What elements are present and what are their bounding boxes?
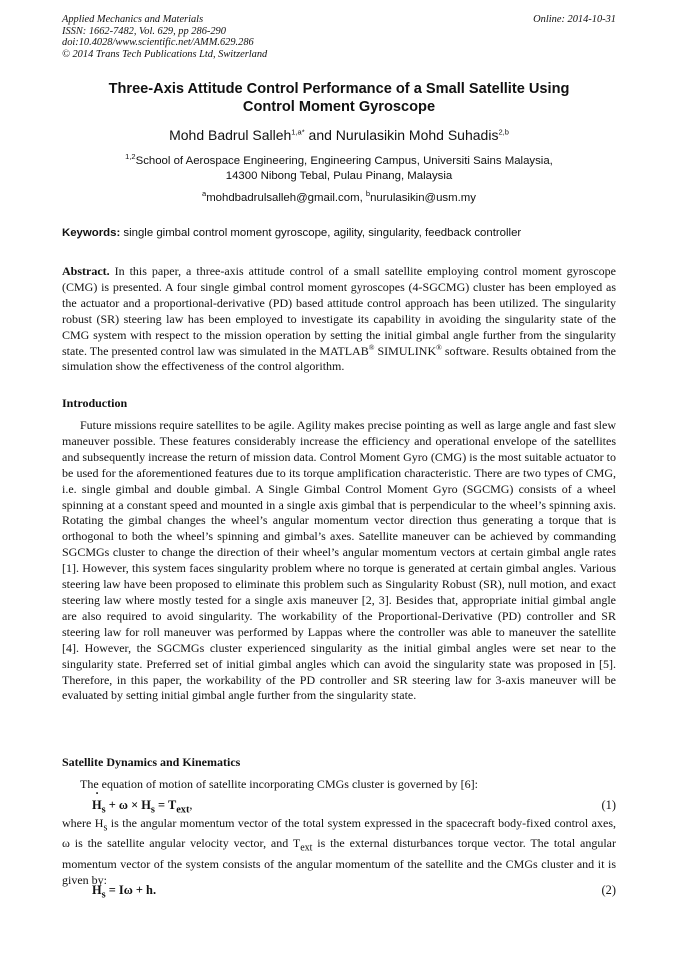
online-date: Online: 2014-10-31 bbox=[533, 14, 616, 25]
eq1-sub-s: s bbox=[101, 804, 106, 816]
abstract-text-3: software. Results obtained from the simulation show the effectiveness of the control algorithm. bbox=[62, 343, 616, 374]
eq2-number: (2) bbox=[601, 883, 616, 897]
affiliation-line-2: 14300 Nibong Tebal, Pulau Pinang, Malaysia bbox=[225, 170, 453, 182]
author-2: Nurulasikin Mohd Suhadis bbox=[335, 127, 499, 143]
abstract-text-2: SIMULINK bbox=[374, 343, 437, 358]
registered-mark-1: ® bbox=[368, 342, 375, 352]
dynamics-sub-ext: ext bbox=[300, 842, 313, 854]
eq1-part-2: = T bbox=[154, 798, 177, 812]
dynamics-text-1: where H bbox=[62, 816, 104, 830]
doi-line: doi:10.4028/www.scientific.net/AMM.629.286 bbox=[62, 37, 254, 49]
abstract-label: Abstract. bbox=[62, 264, 110, 278]
dynamics-text bbox=[62, 816, 616, 888]
abstract-text-1: In this paper, a three-axis attitude control of a small satellite employing control moment gyroscope (CMG) is presented. A four single gimbal control moment gyroscopes (4-SGCMG) cluster has been employed as the actuator and a proportional-derivative (PD) based attitude control approach has been utilized. The singularity robust (SR) steering law has been employed to investigate its capability in avoiding the singularity state of the CMG system with respect to the mission operation by setting the initial gimbal angle further from the singularity state. The presented control law was simulated in the MATLAB bbox=[62, 264, 616, 358]
eq1-end: , bbox=[189, 798, 193, 812]
dynamics-sub-s: s bbox=[103, 822, 108, 834]
author-1: Mohd Badrul Salleh bbox=[169, 127, 292, 143]
dynamics-text-2: is the angular momentum vector of the total system expressed in the spacecraft body-fixed control axes, ω is the satellite angular velocity vector, and T bbox=[62, 816, 617, 851]
keywords-text: single gimbal control moment gyroscope, agility, singularity, feedback controller bbox=[120, 227, 522, 239]
eq1-sub-ext: ext bbox=[176, 804, 190, 816]
registered-mark-2: ® bbox=[436, 342, 442, 352]
dynamics-intro: The equation of motion of satellite incorporating CMGs cluster is governed by [6]: bbox=[80, 777, 478, 791]
eq2-sub-s: s bbox=[101, 889, 106, 901]
author-list bbox=[62, 127, 616, 143]
affiliation-marker: 1,2 bbox=[125, 152, 136, 162]
copyright-line: © 2014 Trans Tech Publications Ltd, Switzerland bbox=[62, 48, 268, 60]
author-1-marker: 1,a* bbox=[291, 127, 305, 137]
keywords bbox=[62, 227, 616, 239]
title-line-1: Three-Axis Attitude Control Performance of a Small Satellite Using bbox=[108, 81, 570, 97]
email-b-marker: b bbox=[365, 189, 371, 199]
introduction-heading: Introduction bbox=[62, 396, 128, 410]
email-b-link[interactable]: nurulasikin@usm.my bbox=[370, 192, 476, 204]
eq1-number: (1) bbox=[601, 798, 616, 812]
affiliation-line-1: School of Aerospace Engineering, Engineering Campus, Universiti Sains Malaysia, bbox=[135, 155, 553, 167]
eq2-rest: = Iω + h. bbox=[105, 883, 157, 897]
email-a-marker: a bbox=[202, 189, 207, 199]
eq2-h: H bbox=[92, 883, 102, 897]
email-a-link[interactable]: mohdbadrulsalleh@gmail.com, bbox=[206, 192, 366, 204]
keywords-label: Keywords: bbox=[62, 227, 121, 239]
title-line-2: Control Moment Gyroscope bbox=[242, 99, 436, 115]
eq1-sub-s-2: s bbox=[150, 804, 155, 816]
journal-header bbox=[62, 14, 616, 60]
introduction-text: Future missions require satellites to be agile. Agility makes precise pointing as well as large angle and fast slew maneuver possible. These features considerably increase the efficiency and operational envelope of the satellites and subsequently increase the return of mission data. Control Moment Gyro (CMG) is the most suitable actuator to be used for the aforementioned features due to its torque amplification characteristic. There are two types of CMG, i.e. single gimbal and double gimbal. A Single Gimbal Control Moment Gyro (SGCMG) consists of a wheel spinning at a constant speed and mounted in a single axis gimbal that is perpendicular to the wheel’s spinning axis. Rotating the gimbal changes the wheel’s angular momentum vector direction thus generating a torque that is orthogonal to both the wheel’s spinning and gimbal’s axes. Satellite maneuver can be achieved by commanding SGCMGs cluster to change the direction of their wheel’s angular momentum vectors at certain gimbal angle rates [1]. However, this system faces singularity problem where no torque is generated at certain gimbal angles. Various steering law have been proposed to eliminate this problem such as Singularity Robust (SR), null motion, and exact steering law where mostly tested for a single axis maneuver [2, 3]. Besides that, appropriate initial gimbal angle are also required to avoid singularity. The workability of the Proportional-Derivative (PD) controller and SR steering law for roll maneuver was performed by Lappas where the controller was able to maneuver the satellite [4]. However, the SGCMGs cluster experienced singularity as the initial gimbal angles were set near to the singularity state. Preferred set of initial gimbal angles which can avoid the singularity state was proposed in [5]. Therefore, in this paper, the workability of the PD controller and SR steering law for 3-axis maneuver will be evaluated by setting initial gimbal angle further from the singularity state. bbox=[62, 418, 616, 703]
eq1-part-1: + ω × H bbox=[105, 798, 151, 812]
dynamics-heading: Satellite Dynamics and Kinematics bbox=[62, 755, 241, 769]
issn-line: ISSN: 1662-7482, Vol. 629, pp 286-290 bbox=[62, 25, 226, 37]
eq1-h-dot: H ˙ bbox=[92, 798, 102, 813]
author-emails bbox=[62, 189, 616, 204]
dynamics-text-3: is the external disturbances torque vector. The total angular momentum vector of the system consists of the angular momentum of the satellite and the CMGs cluster and it is given by: bbox=[62, 836, 616, 887]
author-2-marker: 2,b bbox=[498, 127, 509, 137]
paper-title bbox=[62, 80, 616, 116]
journal-name: Applied Mechanics and Materials bbox=[62, 14, 204, 25]
affiliation bbox=[62, 154, 616, 184]
author-joiner: and bbox=[304, 127, 336, 143]
abstract bbox=[62, 264, 616, 375]
